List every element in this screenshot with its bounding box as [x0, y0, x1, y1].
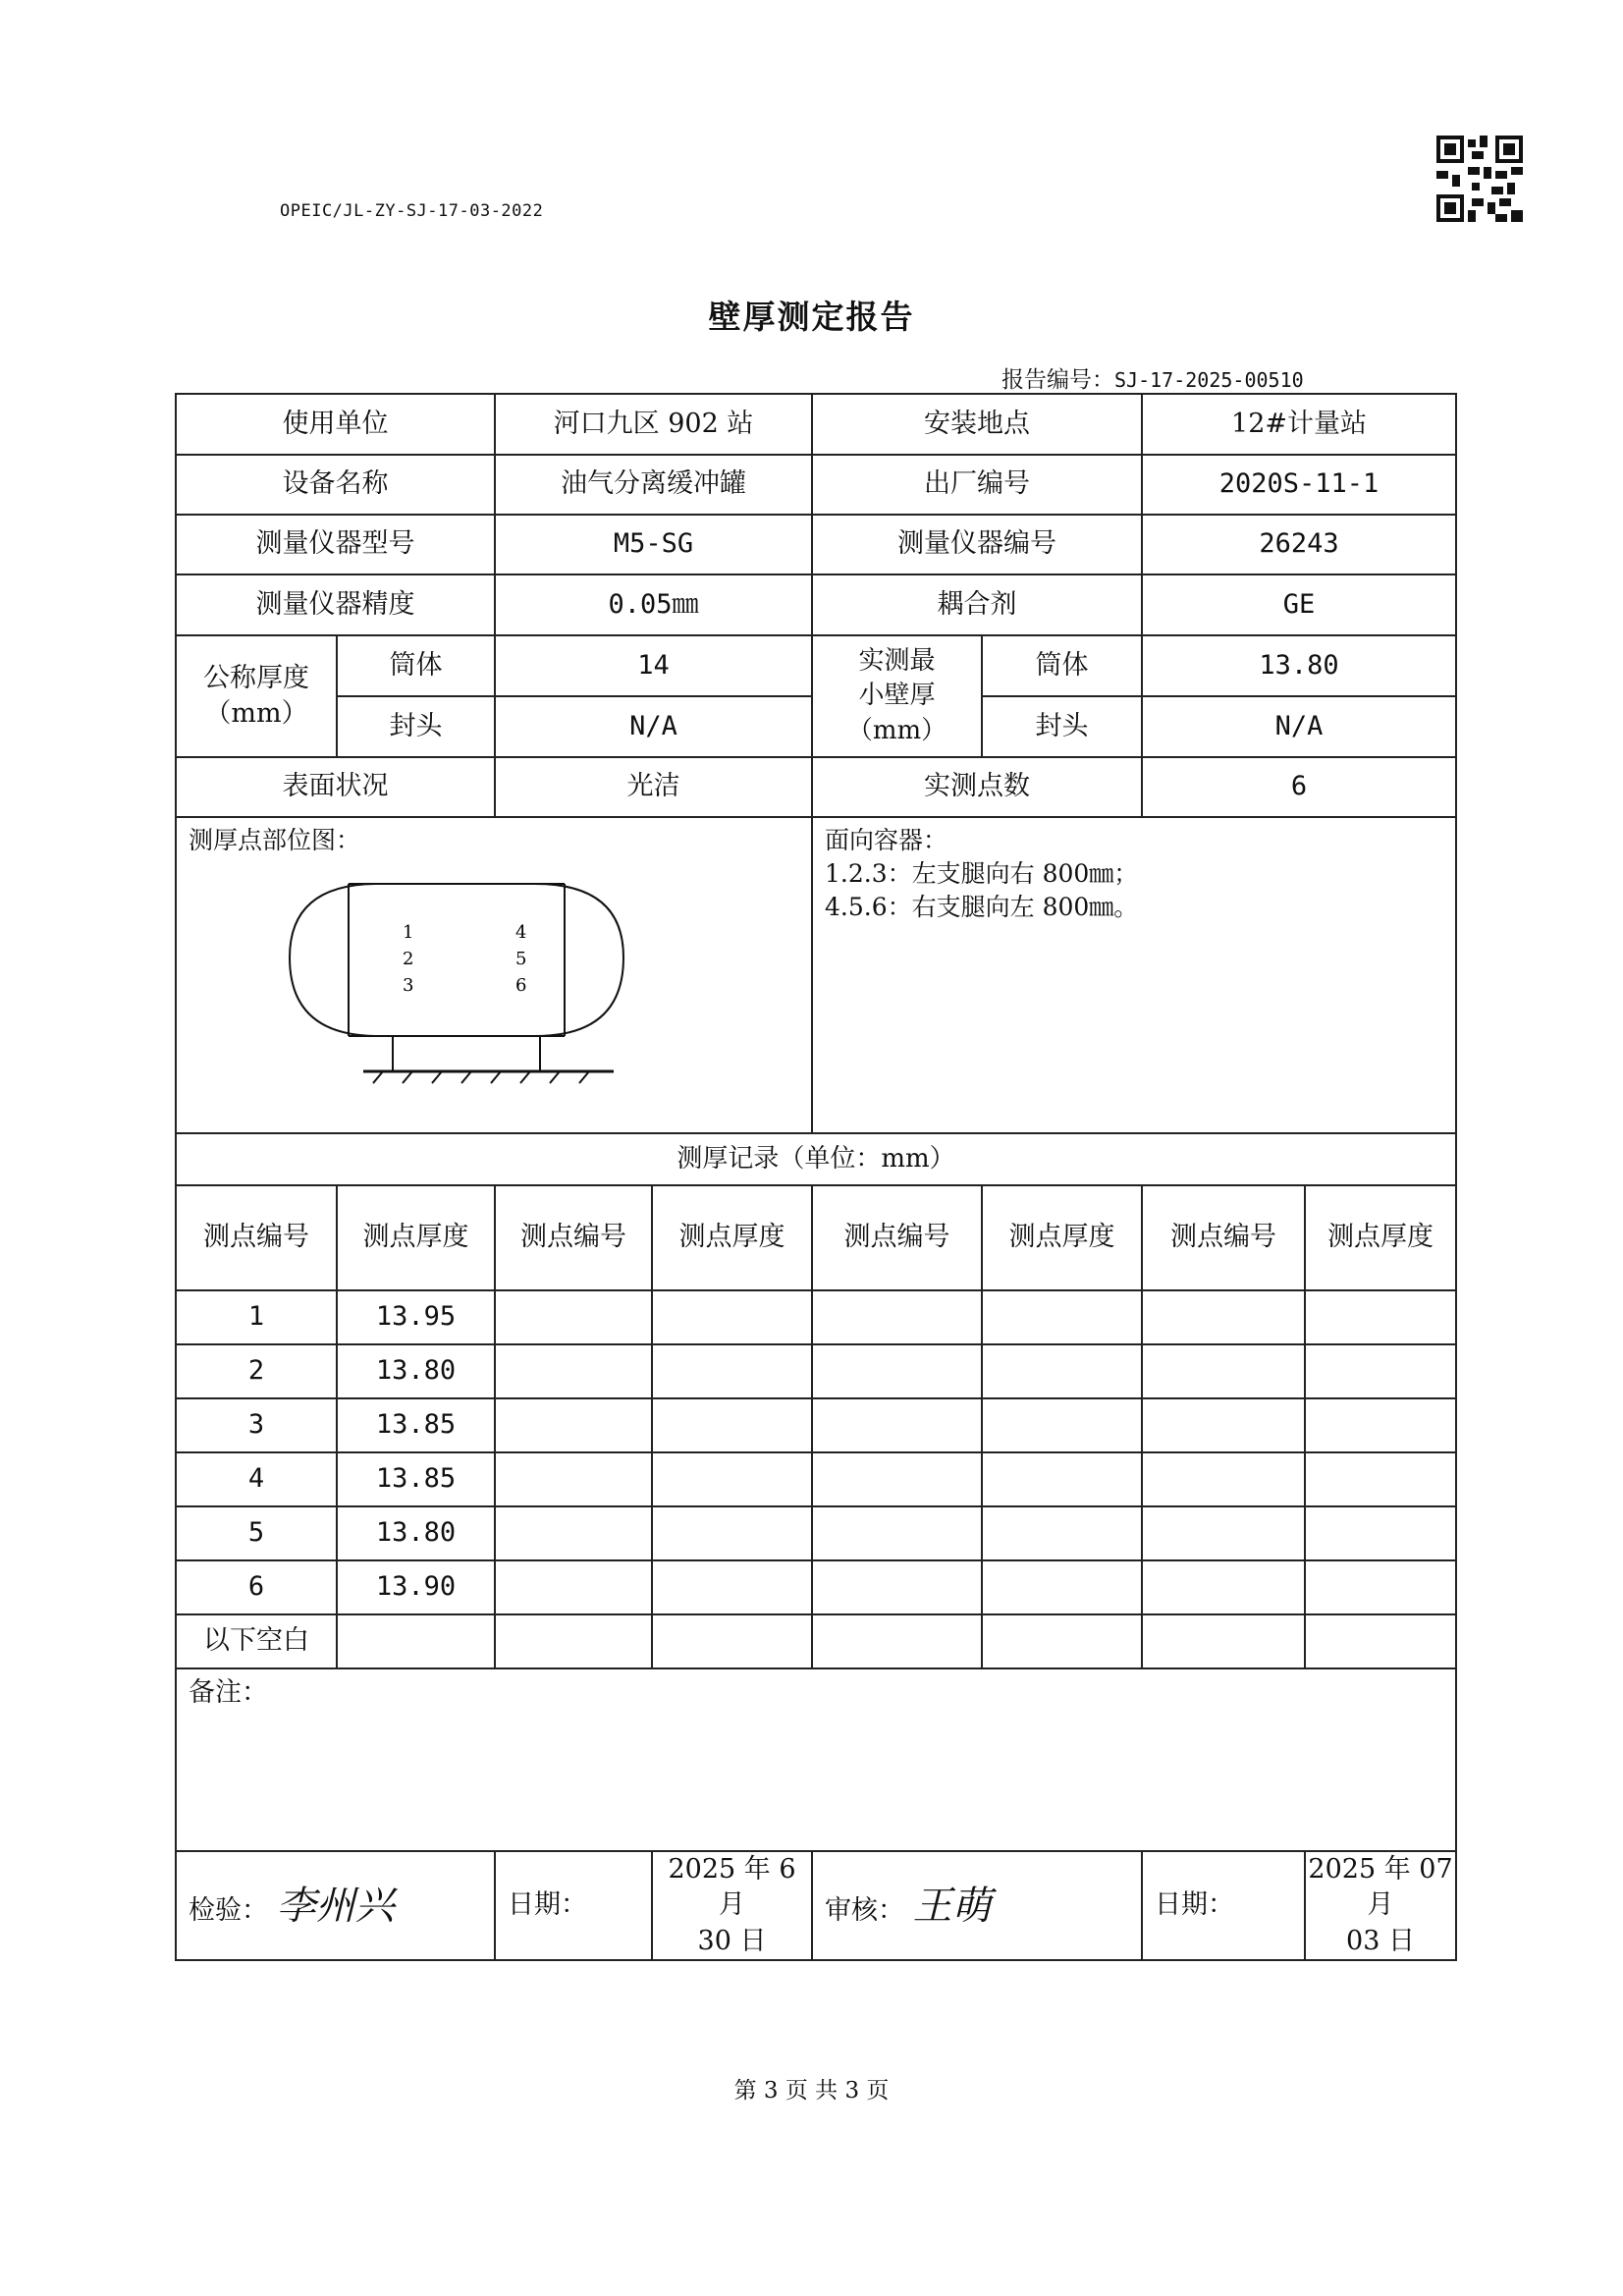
nominal-thickness-label: [176, 635, 337, 757]
review-date-value: [1305, 1851, 1456, 1960]
inspect-date-line1: 2025 年 6 月: [668, 1854, 796, 1921]
row-4-point: 4: [176, 1452, 337, 1506]
report-table: [175, 393, 1457, 1961]
row-5-thickness: 13.80: [337, 1506, 495, 1560]
info-row-precision: [176, 574, 1456, 635]
diagram-label: 测厚点部位图：: [189, 826, 361, 854]
row-1-point: 1: [176, 1290, 337, 1344]
remarks-label: 备注：: [189, 1677, 268, 1708]
record-title-row: [176, 1133, 1456, 1185]
inspect-date-line2: 30 日: [697, 1925, 767, 1956]
review-date-line1: 2025 年 07 月: [1308, 1854, 1453, 1921]
report-number-label: 报告编号：: [1001, 367, 1114, 393]
instrument-number-label: 测量仪器编号: [812, 515, 1142, 574]
row-6-thickness: 13.90: [337, 1560, 495, 1614]
qr-code-icon: [1436, 136, 1523, 222]
reviewer-cell: [812, 1851, 1142, 1960]
min-thickness-label-line3: （mm）: [846, 715, 947, 745]
reviewer-label: 审核：: [825, 1894, 905, 1926]
col-point-no-4: 测点编号: [1142, 1185, 1305, 1290]
facing-line-1: 1.2.3：左支腿向右 800㎜；: [825, 858, 1139, 888]
remarks-cell: [176, 1668, 1456, 1851]
shell-label-2: 筒体: [982, 635, 1142, 696]
equipment-name-value: 油气分离缓冲罐: [495, 455, 812, 515]
head-nominal-value: N/A: [495, 696, 812, 757]
head-label-2: 封头: [982, 696, 1142, 757]
vessel-diagram: [280, 879, 633, 1124]
user-unit-value: 河口九区 902 站: [495, 394, 812, 455]
surface-label: 表面状况: [176, 757, 495, 817]
factory-number-value: 2020S-11-1: [1142, 455, 1456, 515]
blank-marker-row: [176, 1614, 1456, 1668]
table-row: [176, 1344, 1456, 1398]
col-thickness-4: 测点厚度: [1305, 1185, 1456, 1290]
remarks-row: [176, 1668, 1456, 1851]
col-point-no-1: 测点编号: [176, 1185, 337, 1290]
record-title: 测厚记录（单位：mm）: [176, 1133, 1456, 1185]
review-date-label: 日期：: [1142, 1851, 1305, 1960]
couplant-value: GE: [1142, 574, 1456, 635]
row-3-point: 3: [176, 1398, 337, 1452]
measure-point-5: 5: [515, 949, 527, 969]
document-code: OPEIC/JL-ZY-SJ-17-03-2022: [280, 201, 544, 221]
info-row-model: [176, 515, 1456, 574]
table-row: [176, 1506, 1456, 1560]
record-header-row: [176, 1185, 1456, 1290]
row-4-thickness: 13.85: [337, 1452, 495, 1506]
row-2-point: 2: [176, 1344, 337, 1398]
row-3-thickness: 13.85: [337, 1398, 495, 1452]
shell-min-value: 13.80: [1142, 635, 1456, 696]
equipment-name-label: 设备名称: [176, 455, 495, 515]
surface-value: 光洁: [495, 757, 812, 817]
table-row: [176, 1290, 1456, 1344]
report-number-value: SJ-17-2025-00510: [1114, 368, 1304, 392]
review-date-line2: 03 日: [1346, 1925, 1415, 1956]
col-point-no-3: 测点编号: [812, 1185, 982, 1290]
reviewer-signature: 王萌: [912, 1883, 992, 1929]
report-number: [1001, 361, 1304, 394]
install-location-label: 安装地点: [812, 394, 1142, 455]
facing-cell: [812, 817, 1456, 1133]
instrument-precision-value: 0.05㎜: [495, 574, 812, 635]
inspector-cell: [176, 1851, 495, 1960]
report-title: 壁厚测定报告: [708, 298, 915, 336]
measure-point-1: 1: [403, 922, 414, 943]
inspector-signature: 李州兴: [276, 1883, 395, 1929]
table-row: [176, 1452, 1456, 1506]
inspector-label: 检验：: [189, 1894, 268, 1926]
page-number: 第 3 页 共 3 页: [733, 2078, 890, 2104]
info-row-surface: [176, 757, 1456, 817]
shell-label: 筒体: [337, 635, 495, 696]
row-1-thickness: 13.95: [337, 1290, 495, 1344]
col-thickness-2: 测点厚度: [652, 1185, 812, 1290]
head-min-value: N/A: [1142, 696, 1456, 757]
measure-point-3: 3: [403, 975, 414, 996]
install-location-value: 12#计量站: [1142, 394, 1456, 455]
measure-point-6: 6: [515, 975, 527, 996]
row-2-thickness: 13.80: [337, 1344, 495, 1398]
facing-label: 面向容器：: [825, 826, 948, 854]
points-count-label: 实测点数: [812, 757, 1142, 817]
col-point-no-2: 测点编号: [495, 1185, 652, 1290]
head-label: 封头: [337, 696, 495, 757]
nominal-thickness-label-line2: （mm）: [204, 698, 308, 729]
signoff-row: [176, 1851, 1456, 1960]
min-thickness-label-line2: 小壁厚: [858, 681, 936, 711]
inspect-date-value: [652, 1851, 812, 1960]
col-thickness-3: 测点厚度: [982, 1185, 1142, 1290]
nominal-thickness-label-line1: 公称厚度: [203, 662, 309, 693]
ground-hatch: [373, 1071, 589, 1083]
diagram-cell: [176, 817, 812, 1133]
user-unit-label: 使用单位: [176, 394, 495, 455]
instrument-number-value: 26243: [1142, 515, 1456, 574]
facing-line-2: 4.5.6：右支腿向左 800㎜。: [825, 892, 1139, 921]
col-thickness-1: 测点厚度: [337, 1185, 495, 1290]
instrument-model-value: M5-SG: [495, 515, 812, 574]
row-6-point: 6: [176, 1560, 337, 1614]
instrument-precision-label: 测量仪器精度: [176, 574, 495, 635]
inspect-date-label: 日期：: [495, 1851, 652, 1960]
info-row-user: [176, 394, 1456, 455]
factory-number-label: 出厂编号: [812, 455, 1142, 515]
table-row: [176, 1560, 1456, 1614]
table-row: [176, 1398, 1456, 1452]
min-thickness-label: [812, 635, 982, 757]
couplant-label: 耦合剂: [812, 574, 1142, 635]
blank-marker: 以下空白: [176, 1614, 337, 1668]
instrument-model-label: 测量仪器型号: [176, 515, 495, 574]
vessel-right-head: [535, 884, 623, 1036]
row-5-point: 5: [176, 1506, 337, 1560]
measure-point-2: 2: [403, 949, 414, 969]
diagram-row: [176, 817, 1456, 1133]
min-thickness-label-line1: 实测最: [858, 646, 936, 677]
info-row-equipment: [176, 455, 1456, 515]
points-count-value: 6: [1142, 757, 1456, 817]
vessel-left-head: [290, 884, 378, 1036]
shell-nominal-value: 14: [495, 635, 812, 696]
measure-point-4: 4: [515, 922, 527, 943]
thickness-row-shell: [176, 635, 1456, 696]
